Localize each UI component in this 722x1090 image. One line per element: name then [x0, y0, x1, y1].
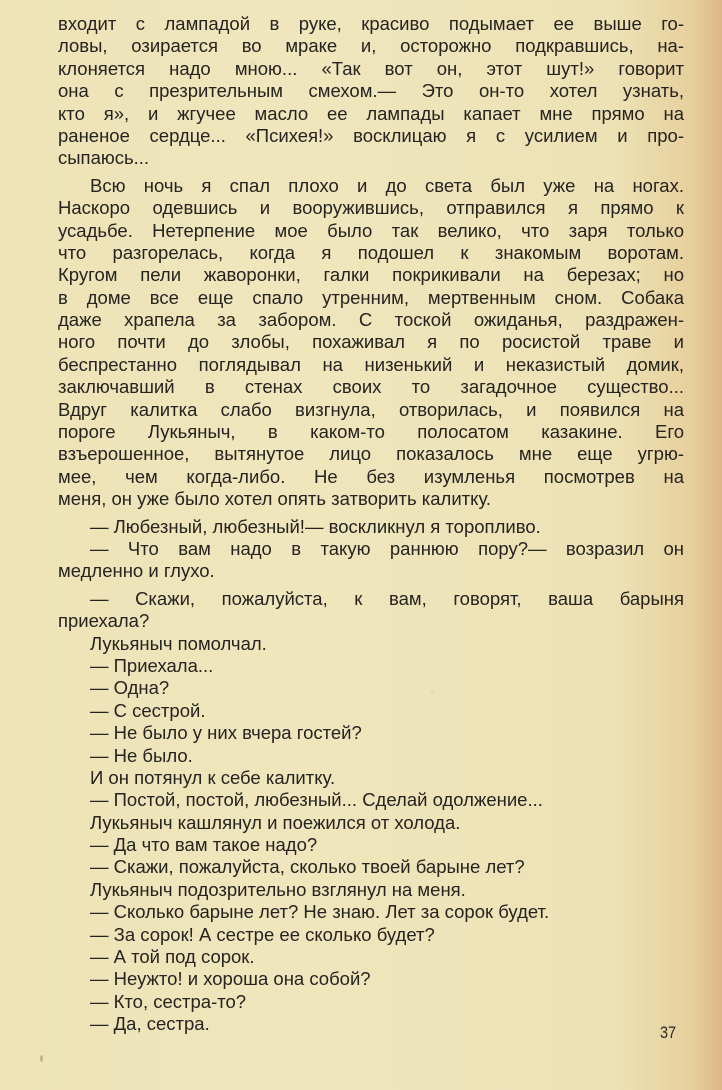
text-line: сыпаюсь...: [58, 147, 150, 169]
text-line: — Сколько барыне лет? Не знаю. Лет за сорок будет.: [90, 901, 550, 923]
text-line: Всю ночь я спал плохо и до света был уже на ногах.: [90, 174, 684, 196]
text-line: — Постой, постой, любезный... Сделай одолжение...: [90, 789, 543, 811]
text-line: даже храпела за забором. С тоской ожиданья, раздражен-: [58, 309, 684, 331]
text-line: усадьбе. Нетерпение мое было так велико, что заря только: [58, 219, 684, 241]
text-line: в доме все еще спало утренним, мертвенным сном. Собака: [58, 286, 684, 308]
text-line: Лукьяныч подозрительно взглянул на меня.: [90, 878, 466, 900]
text-line: — Одна?: [90, 677, 170, 699]
text-line: И он потянул к себе калитку.: [90, 766, 336, 788]
text-line: приехала?: [58, 610, 150, 632]
text-line: — Что вам надо в такую раннюю пору?— возразил он: [90, 537, 684, 559]
text-line: — С сестрой.: [90, 699, 206, 721]
text-line: клоняется надо мною... «Так вот он, этот шут!» говорит: [58, 57, 684, 79]
text-line: ловы, озирается во мраке и, осторожно подкравшись, на-: [58, 35, 684, 57]
text-line: Вдруг калитка слабо визгнула, отворилась, и появился на: [58, 398, 684, 420]
text-line: кто я», и жгучее масло ее лампады капает мне прямо на: [58, 102, 684, 124]
text-line: пороге Лукьяныч, в каком-то полосатом казакине. Его: [58, 421, 684, 443]
text-line: — А той под сорок.: [90, 946, 255, 968]
text-line: Наскоро одевшись и вооружившись, отправился я прямо к: [58, 197, 684, 219]
text-line: она с презрительным смехом.— Это он-то хотел узнать,: [58, 80, 684, 102]
text-line: Лукьяныч помолчал.: [90, 632, 267, 654]
text-line: беспрестанно поглядывал на низенький и неказистый домик,: [58, 353, 684, 375]
text-line: — За сорок! А сестре ее сколько будет?: [90, 923, 435, 945]
text-line: — Скажи, пожалуйста, сколько твоей барыне лет?: [90, 856, 525, 878]
page-text: [58, 13, 684, 1036]
text-line: — Скажи, пожалуйста, к вам, говорят, ваша барыня: [90, 587, 684, 609]
text-line: входит с лампадой в руке, красиво подымает ее выше го-: [58, 13, 684, 34]
text-line: что разгорелась, когда я подошел к знакомым воротам.: [58, 241, 684, 263]
text-line: — Не было у них вчера гостей?: [90, 722, 362, 744]
text-line: Кругом пели жаворонки, галки покрикивали на березах; но: [58, 264, 684, 286]
text-line: — Да, сестра.: [90, 1013, 210, 1035]
page-number: 37: [660, 1023, 677, 1042]
text-line: меня, он уже было хотел опять затворить калитку.: [58, 488, 491, 510]
text-line: медленно и глухо.: [58, 560, 215, 582]
text-line: — Приехала...: [90, 654, 214, 676]
text-line: мее, чем когда-либо. Не без изумленья посмотрев на: [58, 465, 684, 487]
text-line: Лукьяныч кашлянул и поежился от холода.: [90, 811, 461, 833]
text-line: — Не было.: [90, 744, 193, 766]
text-line: — Кто, сестра-то?: [90, 990, 247, 1012]
text-line: — Неужто! и хороша она собой?: [90, 968, 371, 990]
paper-speck: [40, 1055, 43, 1062]
text-line: ного почти до злобы, похаживал я по росистой траве и: [58, 331, 684, 353]
text-line: заключавший в стенах своих то загадочное существо...: [58, 376, 684, 398]
text-line: — Да что вам такое надо?: [90, 834, 318, 856]
text-line: раненое сердце... «Психея!» восклицаю я с усилием и про-: [58, 124, 684, 146]
text-line: — Любезный, любезный!— воскликнул я торопливо.: [90, 515, 541, 537]
text-line: взъерошенное, вытянутое лицо показалось мне еще угрю-: [58, 443, 684, 465]
